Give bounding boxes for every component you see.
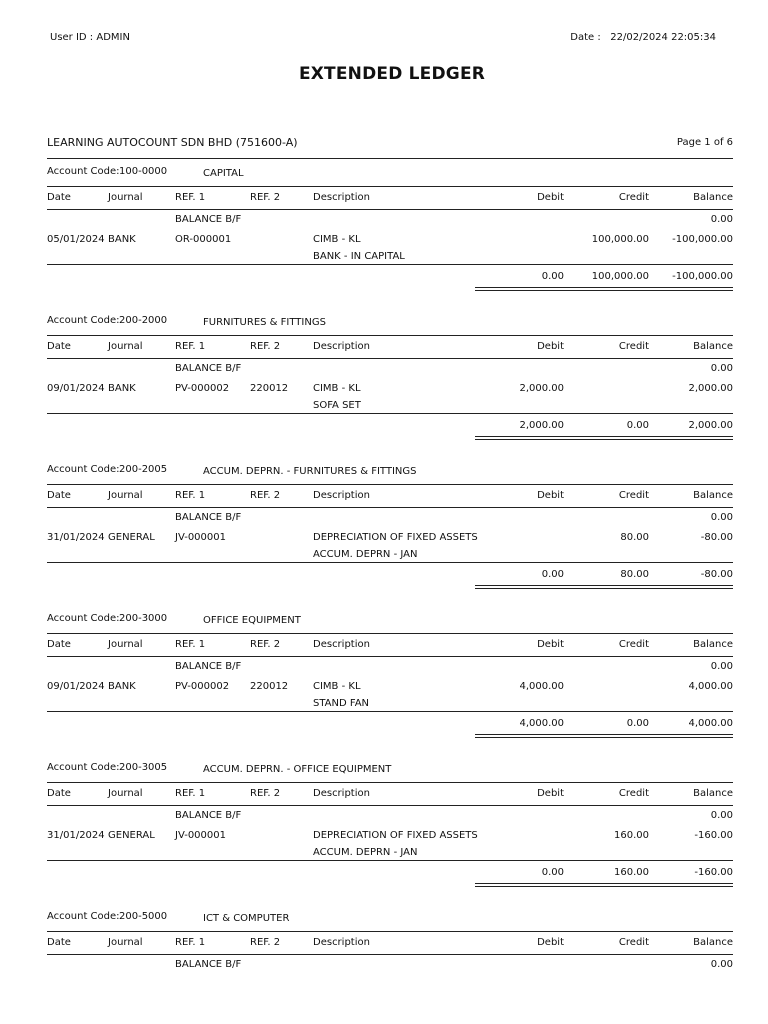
column-header-row — [47, 485, 733, 507]
total-credit: 100,000.00 — [591, 271, 649, 282]
account-section — [47, 464, 733, 585]
account-heading — [47, 911, 733, 927]
account-name: CAPITAL — [203, 168, 244, 179]
account-code-label: Account Code: — [47, 464, 120, 475]
col-ref1: REF. 1 — [175, 788, 206, 799]
col-date: Date — [47, 341, 71, 352]
column-header-row — [47, 336, 733, 358]
balance-bf-label: BALANCE B/F — [175, 214, 242, 225]
col-balance: Balance — [693, 192, 733, 203]
tx-credit: 160.00 — [614, 830, 649, 841]
total-balance: 2,000.00 — [688, 420, 733, 431]
balance-bf-row — [47, 210, 733, 230]
tx-description: DEPRECIATION OF FIXED ASSETS — [313, 532, 478, 543]
total-row — [47, 264, 733, 287]
account-section — [47, 762, 733, 883]
total-balance: -100,000.00 — [672, 271, 733, 282]
report-meta — [50, 32, 716, 46]
tx-journal: GENERAL — [108, 830, 155, 841]
col-journal: Journal — [108, 788, 143, 799]
col-date: Date — [47, 788, 71, 799]
tx-description: CIMB - KL — [313, 234, 361, 245]
company-row — [47, 136, 733, 152]
col-credit: Credit — [618, 341, 649, 352]
total-balance: -80.00 — [700, 569, 733, 580]
col-ref1: REF. 1 — [175, 490, 206, 501]
col-ref2: REF. 2 — [250, 341, 281, 352]
col-debit: Debit — [537, 490, 564, 501]
tx-ref2: 220012 — [250, 383, 289, 394]
col-description: Description — [313, 788, 370, 799]
account-code: 200-2000 — [119, 315, 168, 326]
col-date: Date — [47, 192, 71, 203]
account-name: FURNITURES & FITTINGS — [203, 317, 326, 328]
column-header-row — [47, 634, 733, 656]
tx-ref2: 220012 — [250, 681, 289, 692]
col-date: Date — [47, 490, 71, 501]
column-header-row — [47, 932, 733, 954]
tx-description: DEPRECIATION OF FIXED ASSETS — [313, 830, 478, 841]
tx-balance: -160.00 — [694, 830, 733, 841]
tx-date: 09/01/2024 — [47, 383, 105, 394]
column-header-row — [47, 187, 733, 209]
total-debit: 0.00 — [541, 569, 564, 580]
col-description: Description — [313, 639, 370, 650]
col-balance: Balance — [693, 639, 733, 650]
opening-balance: 0.00 — [710, 512, 733, 523]
transaction-row — [47, 826, 733, 860]
opening-balance: 0.00 — [710, 661, 733, 672]
balance-bf-row — [47, 359, 733, 379]
balance-bf-row — [47, 955, 733, 975]
total-row — [47, 860, 733, 883]
tx-journal: BANK — [108, 383, 136, 394]
tx-description: CIMB - KL — [313, 383, 361, 394]
tx-balance: 4,000.00 — [688, 681, 733, 692]
opening-balance: 0.00 — [710, 214, 733, 225]
col-journal: Journal — [108, 639, 143, 650]
tx-ref1: PV-000002 — [175, 681, 230, 692]
account-section — [47, 911, 733, 975]
total-double-underline — [475, 585, 733, 589]
tx-description-2: ACCUM. DEPRN - JAN — [313, 847, 418, 858]
account-name: ACCUM. DEPRN. - FURNITURES & FITTINGS — [203, 466, 417, 477]
col-journal: Journal — [108, 192, 143, 203]
account-name: OFFICE EQUIPMENT — [203, 615, 301, 626]
col-debit: Debit — [537, 639, 564, 650]
col-balance: Balance — [693, 341, 733, 352]
col-balance: Balance — [693, 788, 733, 799]
tx-balance: -100,000.00 — [672, 234, 733, 245]
company-divider — [47, 158, 733, 159]
col-ref1: REF. 1 — [175, 937, 206, 948]
transaction-row — [47, 528, 733, 562]
total-debit: 4,000.00 — [519, 718, 564, 729]
total-debit: 2,000.00 — [519, 420, 564, 431]
total-row — [47, 413, 733, 436]
account-code: 200-2005 — [119, 464, 168, 475]
col-ref2: REF. 2 — [250, 490, 281, 501]
balance-bf-label: BALANCE B/F — [175, 959, 242, 970]
account-heading — [47, 464, 733, 480]
balance-bf-row — [47, 657, 733, 677]
tx-debit: 4,000.00 — [519, 681, 564, 692]
account-code: 200-3005 — [119, 762, 168, 773]
total-credit: 160.00 — [614, 867, 649, 878]
col-ref2: REF. 2 — [250, 788, 281, 799]
company-name: LEARNING AUTOCOUNT SDN BHD (751600-A) — [47, 136, 298, 149]
col-credit: Credit — [618, 490, 649, 501]
col-description: Description — [313, 937, 370, 948]
col-debit: Debit — [537, 192, 564, 203]
account-code-label: Account Code: — [47, 762, 120, 773]
account-name: ACCUM. DEPRN. - OFFICE EQUIPMENT — [203, 764, 392, 775]
col-ref2: REF. 2 — [250, 192, 281, 203]
col-debit: Debit — [537, 937, 564, 948]
balance-bf-label: BALANCE B/F — [175, 363, 242, 374]
tx-balance: 2,000.00 — [688, 383, 733, 394]
col-credit: Credit — [618, 639, 649, 650]
total-debit: 0.00 — [541, 271, 564, 282]
tx-journal: BANK — [108, 234, 136, 245]
account-heading — [47, 613, 733, 629]
balance-bf-row — [47, 806, 733, 826]
tx-date: 09/01/2024 — [47, 681, 105, 692]
tx-credit: 80.00 — [620, 532, 649, 543]
total-balance: 4,000.00 — [688, 718, 733, 729]
tx-credit: 100,000.00 — [591, 234, 649, 245]
tx-journal: GENERAL — [108, 532, 155, 543]
total-double-underline — [475, 436, 733, 440]
account-code-label: Account Code: — [47, 613, 120, 624]
col-journal: Journal — [108, 937, 143, 948]
page-number: Page 1 of 6 — [676, 137, 733, 148]
tx-date: 31/01/2024 — [47, 830, 105, 841]
col-debit: Debit — [537, 341, 564, 352]
tx-ref1: OR-000001 — [175, 234, 232, 245]
total-row — [47, 562, 733, 585]
col-debit: Debit — [537, 788, 564, 799]
balance-bf-label: BALANCE B/F — [175, 810, 242, 821]
opening-balance: 0.00 — [710, 363, 733, 374]
total-credit: 0.00 — [626, 420, 649, 431]
total-row — [47, 711, 733, 734]
balance-bf-label: BALANCE B/F — [175, 512, 242, 523]
column-header-row — [47, 783, 733, 805]
account-section — [47, 613, 733, 734]
col-date: Date — [47, 639, 71, 650]
account-heading — [47, 315, 733, 331]
total-balance: -160.00 — [694, 867, 733, 878]
col-ref2: REF. 2 — [250, 937, 281, 948]
account-heading — [47, 762, 733, 778]
account-code: 200-3000 — [119, 613, 168, 624]
balance-bf-label: BALANCE B/F — [175, 661, 242, 672]
account-code: 200-5000 — [119, 911, 168, 922]
col-credit: Credit — [618, 192, 649, 203]
print-date: Date : 22/02/2024 22:05:34 — [570, 32, 716, 43]
account-section — [47, 166, 733, 287]
tx-description-2: SOFA SET — [313, 400, 361, 411]
col-ref1: REF. 1 — [175, 341, 206, 352]
account-code-label: Account Code: — [47, 315, 120, 326]
tx-description-2: BANK - IN CAPITAL — [313, 251, 405, 262]
transaction-row — [47, 230, 733, 264]
account-name: ICT & COMPUTER — [203, 913, 290, 924]
col-credit: Credit — [618, 937, 649, 948]
tx-ref1: JV-000001 — [175, 830, 226, 841]
transaction-row — [47, 677, 733, 711]
tx-description: CIMB - KL — [313, 681, 361, 692]
account-code: 100-0000 — [119, 166, 168, 177]
account-code-label: Account Code: — [47, 911, 120, 922]
col-journal: Journal — [108, 490, 143, 501]
col-description: Description — [313, 341, 370, 352]
tx-debit: 2,000.00 — [519, 383, 564, 394]
col-ref1: REF. 1 — [175, 639, 206, 650]
report-title: EXTENDED LEDGER — [298, 64, 486, 84]
col-description: Description — [313, 192, 370, 203]
col-balance: Balance — [693, 490, 733, 501]
col-date: Date — [47, 937, 71, 948]
col-credit: Credit — [618, 788, 649, 799]
col-ref2: REF. 2 — [250, 639, 281, 650]
col-journal: Journal — [108, 341, 143, 352]
opening-balance: 0.00 — [710, 810, 733, 821]
col-balance: Balance — [693, 937, 733, 948]
total-double-underline — [475, 734, 733, 738]
total-credit: 0.00 — [626, 718, 649, 729]
col-description: Description — [313, 490, 370, 501]
user-id: User ID : ADMIN — [50, 32, 130, 43]
account-heading — [47, 166, 733, 182]
tx-date: 31/01/2024 — [47, 532, 105, 543]
tx-balance: -80.00 — [700, 532, 733, 543]
opening-balance: 0.00 — [710, 959, 733, 970]
tx-ref1: JV-000001 — [175, 532, 226, 543]
account-section — [47, 315, 733, 436]
total-double-underline — [475, 287, 733, 291]
tx-description-2: ACCUM. DEPRN - JAN — [313, 549, 418, 560]
tx-journal: BANK — [108, 681, 136, 692]
tx-description-2: STAND FAN — [313, 698, 370, 709]
col-ref1: REF. 1 — [175, 192, 206, 203]
transaction-row — [47, 379, 733, 413]
total-double-underline — [475, 883, 733, 887]
total-debit: 0.00 — [541, 867, 564, 878]
balance-bf-row — [47, 508, 733, 528]
account-code-label: Account Code: — [47, 166, 120, 177]
tx-ref1: PV-000002 — [175, 383, 230, 394]
total-credit: 80.00 — [620, 569, 649, 580]
tx-date: 05/01/2024 — [47, 234, 105, 245]
